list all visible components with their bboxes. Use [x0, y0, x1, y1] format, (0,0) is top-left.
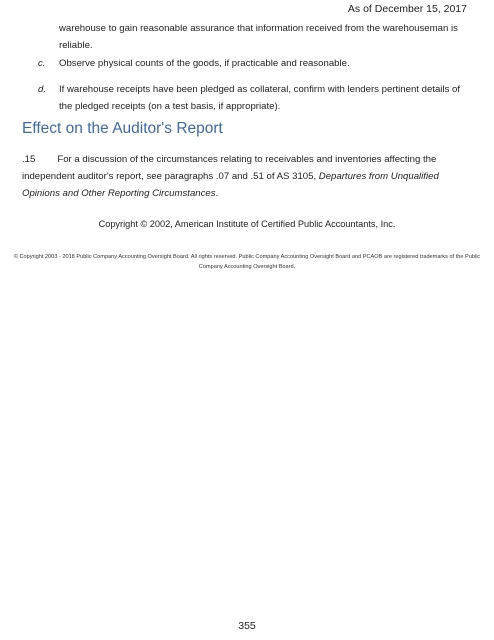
section-heading: Effect on the Auditor's Report — [22, 120, 223, 137]
as-of-date: As of December 15, 2017 — [347, 3, 467, 15]
list-item-text: If warehouse receipts have been pledged as collateral, confirm with lenders pertinent details of the pledged receipts (on a test basis, if appropriate). — [59, 84, 461, 112]
page-number: 355 — [238, 620, 256, 632]
referenced-standard-title: Departures from Unqualified Opinions and Other Reporting Circumstances — [22, 171, 439, 199]
list-marker: c. — [38, 58, 46, 69]
aicpa-copyright: Copyright © 2002, American Institute of Certified Public Accountants, Inc. — [98, 219, 396, 229]
paragraph-end: . — [215, 188, 219, 199]
list-marker: d. — [38, 84, 47, 95]
continuation-text: warehouse to gain reasonable assurance that information received from the warehouseman is reliable. — [59, 23, 458, 51]
paragraph-text: For a discussion of the circumstances relating to receivables and inventories affecting the independent auditor's report, see paragraphs .07 and .51 of AS 3105, — [22, 154, 437, 182]
paragraph-number: .15 — [22, 154, 36, 165]
section-paragraph — [22, 151, 472, 202]
list-item-text: Observe physical counts of the goods, if practicable and reasonable. — [59, 58, 350, 69]
pcaob-copyright: © Copyright 2003 - 2018 Public Company Accounting Oversight Board. All rights reserved. Public Company Accounting Oversight Board and PCAOB are registered trademarks of the Public Company Accounting Oversight Board. — [13, 254, 481, 270]
